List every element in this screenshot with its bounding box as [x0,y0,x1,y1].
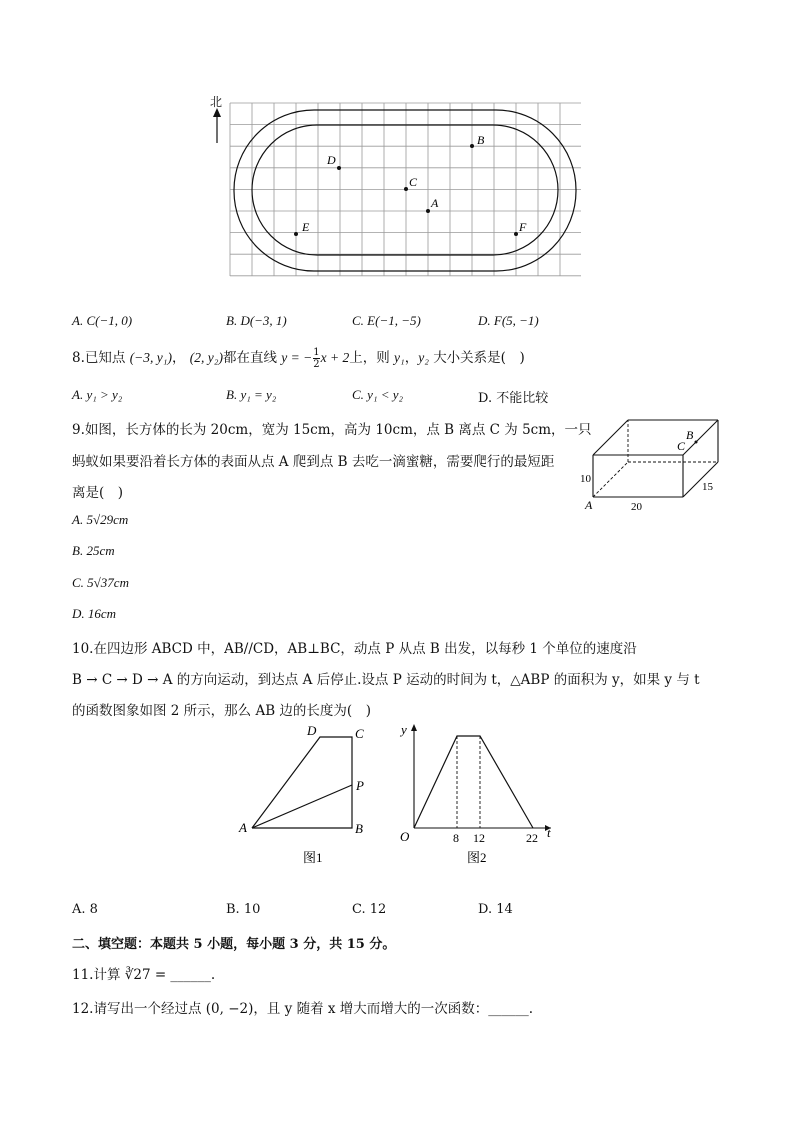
svg-text:C: C [677,439,686,453]
q9-option-d[interactable]: D. 16cm [72,606,117,621]
q10-option-d[interactable]: D. 14 [478,902,513,917]
svg-text:10: 10 [580,473,591,485]
quadrilateral-figure [232,720,382,870]
q9-option-c[interactable]: C. 5√37cm [72,575,129,590]
q10-line1: 10.在四边形 ABCD 中，AB//CD，AB⊥BC，动点 P 从点 B 出发，以每秒 1 个单位的速度沿 [72,641,637,657]
svg-text:P: P [356,778,364,793]
map-figure [200,88,590,280]
q7-option-b[interactable]: B. D(−3, 1) [226,313,287,328]
svg-text:12: 12 [473,831,485,845]
svg-text:F: F [519,220,527,234]
svg-text:y: y [401,722,407,737]
graph-line [414,736,533,828]
svg-text:8: 8 [453,831,459,845]
svg-text:B: B [686,428,694,442]
fig2-caption: 图2 [467,850,487,865]
cuboid-point-B [695,441,698,444]
north-arrow [210,95,222,143]
q9-line2: 蚂蚁如果要沿着长方体的表面从点 A 爬到点 B 去吃一滴蜜糖，需要爬行的最短距 [72,454,555,470]
q8-option-c[interactable]: C. y₁ < y₂ [352,387,404,402]
q10-line2: B → C → D → A 的方向运动，到达点 A 后停止.设点 P 运动的时间为 t，△ABP 的面积为 y，如果 y 与 t [72,672,700,688]
q8-stem: 8.已知点 (−3, y₁)， (2, y₂)都在直线 y = − $\frac{1}{2}$ x + 2上，则 y₁，y₂ 大小关系是( ) [72,347,525,370]
q10-option-b[interactable]: B. 10 [226,902,261,917]
q10-option-a[interactable]: A. 8 [72,902,98,917]
q9-line3: 离是( ) [72,485,124,501]
svg-text:B: B [355,821,363,836]
q12-text: 12.请写出一个经过点 (0, −2)，且 y 随着 x 增大而增大的一次函数：______. [72,1001,534,1017]
svg-text:t: t [547,825,551,840]
svg-text:C: C [409,175,418,189]
svg-text:15: 15 [702,481,713,493]
q11-text: 11.计算 ∛27 = ______. [72,967,216,983]
svg-text:E: E [302,220,310,234]
north-label: 北 [210,95,223,109]
q9-line1: 9.如图，长方体的长为 20cm，宽为 15cm，高为 10cm，点 B 离点 C 为 5cm，一只 [72,422,592,438]
q9-option-b[interactable]: B. 25cm [72,543,115,558]
function-graph-figure [393,718,563,870]
cuboid-figure [578,412,728,518]
q8-option-b[interactable]: B. y₁ = y₂ [226,387,277,402]
svg-text:A: A [585,498,593,512]
svg-text:A: A [431,196,439,210]
q7-option-d[interactable]: D. F(5, −1) [478,313,539,328]
q7-option-a[interactable]: A. C(−1, 0) [72,313,133,328]
svg-text:A: A [239,820,247,835]
svg-text:D: D [327,153,336,167]
q8-option-a[interactable]: A. y₁ > y₂ [72,387,123,402]
q7-option-c[interactable]: C. E(−1, −5) [352,313,421,328]
q10-line3: 的函数图象如图 2 所示，那么 AB 边的长度为( ) [72,703,371,719]
fig1-caption: 图1 [303,850,323,865]
svg-text:20: 20 [631,501,642,513]
q9-option-a[interactable]: A. 5√29cm [72,512,129,527]
svg-text:O: O [400,829,410,844]
svg-text:B: B [477,133,485,147]
q10-option-c[interactable]: C. 12 [352,902,387,917]
svg-text:D: D [307,723,317,738]
svg-text:22: 22 [526,831,538,845]
section-2-heading: 二、填空题：本题共 5 小题，每小题 3 分，共 15 分。 [72,937,396,952]
svg-text:C: C [355,726,364,741]
q8-option-d[interactable]: D. 不能比较 [478,391,549,406]
